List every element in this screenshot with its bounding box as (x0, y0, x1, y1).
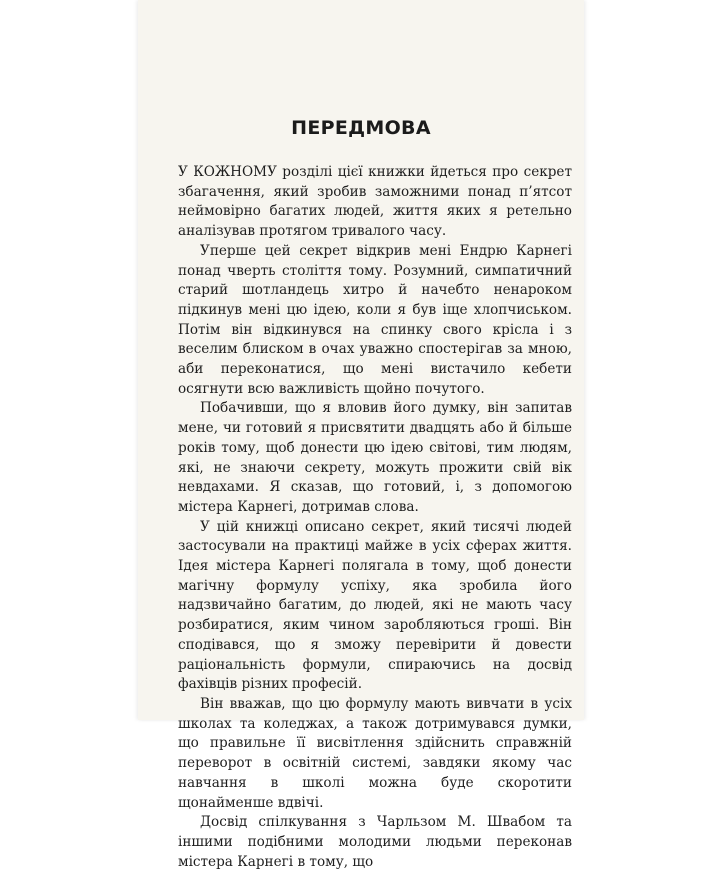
paragraph-1 (178, 163, 572, 242)
paragraph-2: Уперше цей секрет відкрив мені Ендрю Карнегі понад чверть століття тому. Розумний, симпатичний старий шотландець хитро й начебто ненароком підкинув мені цю ідею, коли я був іще хлопчиськом. Потім він відкинувся на спинку свого крісла і з веселим блиском в очах уважно спостерігав за мною, аби переконатися, що мені вистачило кебети осягнути всю важливість щойно почутого. (178, 242, 572, 397)
lead-word: У КОЖНОМУ (178, 164, 277, 180)
body-text (178, 163, 572, 872)
paragraph-3: Побачивши, що я вловив його думку, він запитав мене, чи готовий я присвятити двадцять або й більше років тому, щоб донести цю ідею світові, тим людям, які, не знаючи секрету, можуть прожити свій вік невдахами. Я сказав, що готовий, і, з допомогою містера Карнегі, дотримав слова. (178, 400, 572, 515)
paragraph-1-text: розділі цієї книжки йдеться про секрет збагачення, який зробив заможними понад п’ятсот неймовірно багатих людей, життя яких я ретельно аналізував протягом тривалого часу. (178, 164, 572, 240)
paragraph-4: У цій книжці описано секрет, який тисячі людей застосували на практиці майже в усіх сферах життя. Ідея містера Карнегі полягала в тому, щоб донести магічну формулу успіху, яка зробила його надзвичайно багатим, до людей, які не мають часу розбиратися, яким чином заробляються гроші. Він сподівався, що я зможу перевірити й довести раціональність формули, спираючись на досвід фахівців різних професій. (178, 518, 572, 693)
page-title: ПЕРЕДМОВА (291, 117, 431, 139)
paragraph-6: Досвід спілкування з Чарльзом М. Швабом та іншими подібними молодими людьми переконав містера Карнегі в тому, що (178, 814, 572, 870)
book-page (138, 0, 584, 870)
paragraph-5: Він вважав, що цю формулу мають вивчати в усіх школах та коледжах, а також дотримувався думки, що правильне її висвітлення здійснить справжній переворот в освітній системі, завдяки якому час навчання в школі можна буде скоротити щонайменше вдвічі. (178, 695, 572, 811)
